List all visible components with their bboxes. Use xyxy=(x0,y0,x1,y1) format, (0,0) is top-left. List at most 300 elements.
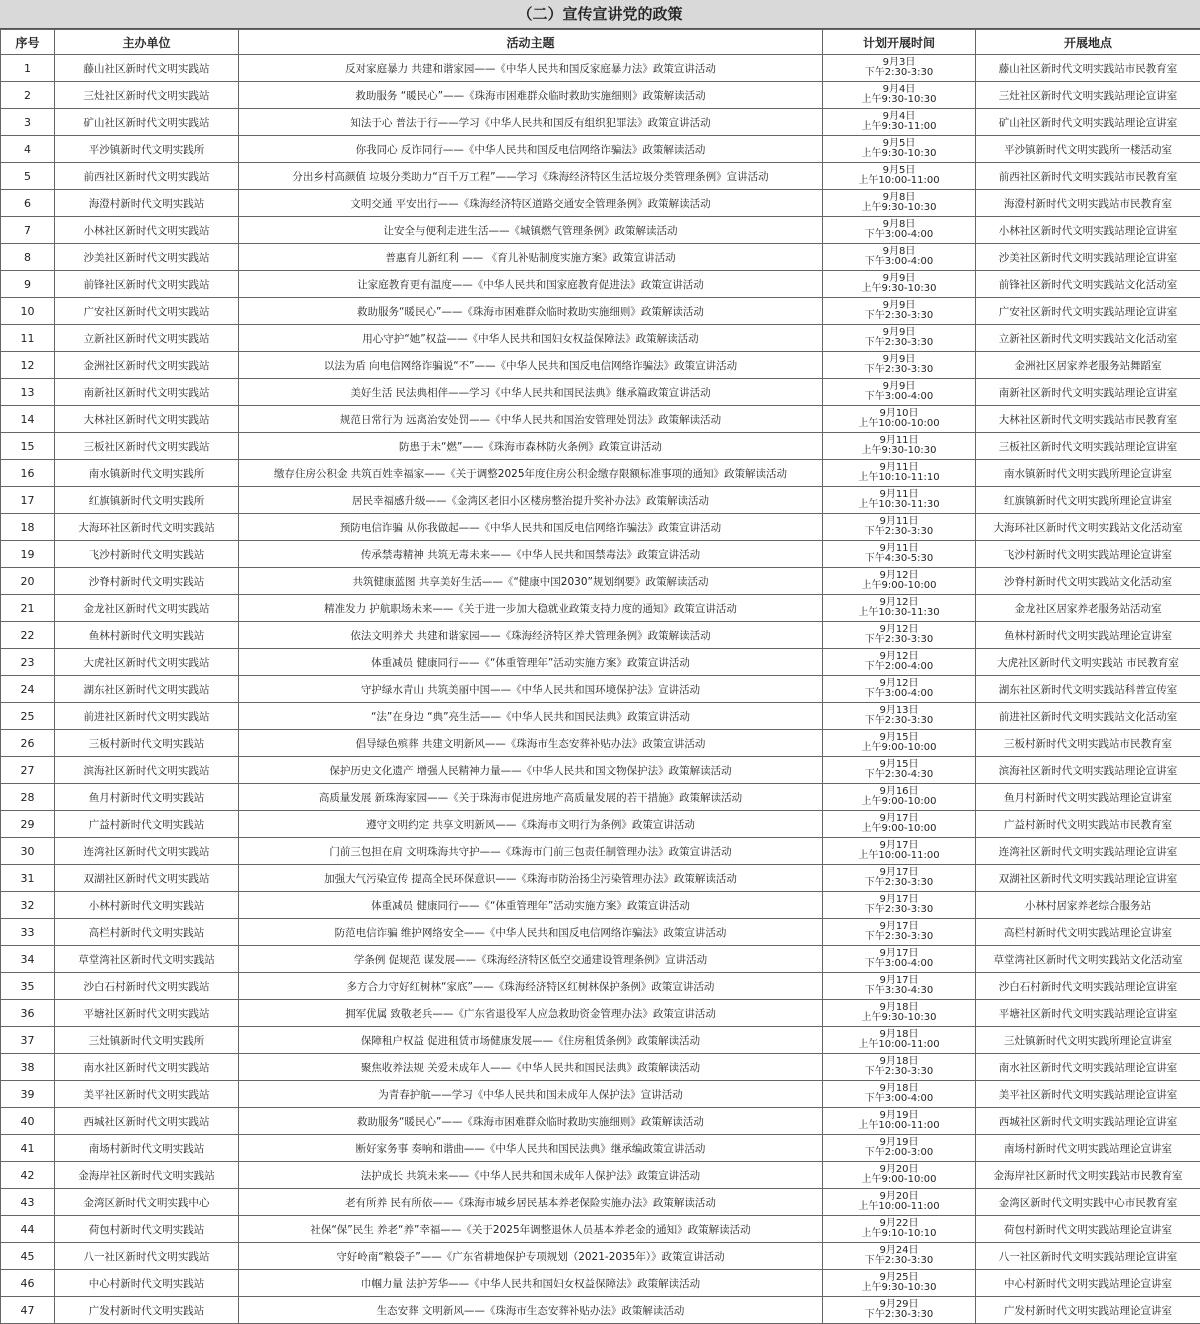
row-hours: 下午3:00-4:00 xyxy=(825,230,973,240)
row-location: 前西社区新时代文明实践站市民教育室 xyxy=(976,163,1200,190)
row-time xyxy=(823,838,976,865)
row-index: 25 xyxy=(1,703,55,730)
row-index: 32 xyxy=(1,892,55,919)
row-organizer: 沙美社区新时代文明实践站 xyxy=(55,244,239,271)
row-hours: 上午10:00-11:00 xyxy=(825,176,973,186)
row-organizer: 前锋社区新时代文明实践站 xyxy=(55,271,239,298)
row-index: 38 xyxy=(1,1054,55,1081)
row-hours: 上午9:00-10:00 xyxy=(825,797,973,807)
row-organizer: 南新社区新时代文明实践站 xyxy=(55,379,239,406)
row-location: 红旗镇新时代文明实践所理论宣讲室 xyxy=(976,487,1200,514)
row-location: 金湾区新时代文明实践中心市民教育室 xyxy=(976,1189,1200,1216)
row-topic: 用心守护“她”权益——《中华人民共和国妇女权益保障法》政策解读活动 xyxy=(239,325,823,352)
row-hours: 上午9:30-10:30 xyxy=(825,203,973,213)
row-time xyxy=(823,595,976,622)
row-topic: 救助服务“暖民心”——《珠海市困难群众临时救助实施细则》政策解读活动 xyxy=(239,1108,823,1135)
row-organizer: 广发村新时代文明实践站 xyxy=(55,1297,239,1324)
row-time xyxy=(823,730,976,757)
row-date: 9月11日 xyxy=(825,517,973,527)
row-organizer: 美平社区新时代文明实践站 xyxy=(55,1081,239,1108)
row-index: 9 xyxy=(1,271,55,298)
row-organizer: 红旗镇新时代文明实践所 xyxy=(55,487,239,514)
row-location: 中心村新时代文明实践站理论宣讲室 xyxy=(976,1270,1200,1297)
row-index: 20 xyxy=(1,568,55,595)
row-organizer: 中心村新时代文明实践站 xyxy=(55,1270,239,1297)
row-location: 小林村居家养老综合服务站 xyxy=(976,892,1200,919)
row-hours: 上午9:30-10:30 xyxy=(825,284,973,294)
row-location: 双湖社区新时代文明实践站理论宣讲室 xyxy=(976,865,1200,892)
row-time xyxy=(823,352,976,379)
table-row xyxy=(1,676,1200,703)
row-organizer: 连湾社区新时代文明实践站 xyxy=(55,838,239,865)
row-organizer: 平沙镇新时代文明实践所 xyxy=(55,136,239,163)
row-topic: 倡导绿色殡葬 共建文明新风——《珠海市生态安葬补贴办法》政策宣讲活动 xyxy=(239,730,823,757)
row-time xyxy=(823,973,976,1000)
row-topic: 美好生活 民法典相伴——学习《中华人民共和国民法典》继承篇政策宣讲活动 xyxy=(239,379,823,406)
row-index: 37 xyxy=(1,1027,55,1054)
row-organizer: 前西社区新时代文明实践站 xyxy=(55,163,239,190)
header-location: 开展地点 xyxy=(976,30,1200,55)
row-index: 8 xyxy=(1,244,55,271)
row-organizer: 三灶社区新时代文明实践站 xyxy=(55,82,239,109)
row-hours: 上午9:10-10:10 xyxy=(825,1229,973,1239)
row-topic: 保护历史文化遗产 增强人民精神力量——《中华人民共和国文物保护法》政策解读活动 xyxy=(239,757,823,784)
row-date: 9月17日 xyxy=(825,814,973,824)
row-hours: 下午3:00-4:00 xyxy=(825,689,973,699)
row-organizer: 广益村新时代文明实践站 xyxy=(55,811,239,838)
row-date: 9月25日 xyxy=(825,1273,973,1283)
row-date: 9月17日 xyxy=(825,895,973,905)
table-row xyxy=(1,892,1200,919)
table-row xyxy=(1,190,1200,217)
row-organizer: 南场村新时代文明实践站 xyxy=(55,1135,239,1162)
table-row xyxy=(1,1189,1200,1216)
table-row xyxy=(1,55,1200,82)
row-index: 11 xyxy=(1,325,55,352)
table-row xyxy=(1,433,1200,460)
row-hours: 上午10:00-11:00 xyxy=(825,851,973,861)
row-date: 9月12日 xyxy=(825,652,973,662)
row-date: 9月19日 xyxy=(825,1111,973,1121)
row-time xyxy=(823,703,976,730)
row-hours: 下午2:00-4:00 xyxy=(825,662,973,672)
row-time xyxy=(823,136,976,163)
row-location: 三灶镇新时代文明实践所理论宣讲室 xyxy=(976,1027,1200,1054)
row-hours: 上午9:30-10:30 xyxy=(825,1013,973,1023)
row-time xyxy=(823,163,976,190)
row-location: 草堂湾社区新时代文明实践站文化活动室 xyxy=(976,946,1200,973)
row-hours: 下午2:30-3:30 xyxy=(825,1067,973,1077)
row-hours: 下午3:00-4:00 xyxy=(825,959,973,969)
row-organizer: 金洲社区新时代文明实践站 xyxy=(55,352,239,379)
row-organizer: 三板村新时代文明实践站 xyxy=(55,730,239,757)
row-location: 小林社区新时代文明实践站理论宣讲室 xyxy=(976,217,1200,244)
row-hours: 下午2:30-3:30 xyxy=(825,527,973,537)
row-location: 南水社区新时代文明实践站理论宣讲室 xyxy=(976,1054,1200,1081)
table-row xyxy=(1,1000,1200,1027)
row-date: 9月20日 xyxy=(825,1192,973,1202)
row-organizer: 鱼月村新时代文明实践站 xyxy=(55,784,239,811)
row-topic: 防范电信诈骗 维护网络安全——《中华人民共和国反电信网络诈骗法》政策宣讲活动 xyxy=(239,919,823,946)
row-topic: 社保“保”民生 养老“养”幸福——《关于2025年调整退休人员基本养老金的通知》政策解读活动 xyxy=(239,1216,823,1243)
row-time xyxy=(823,1027,976,1054)
row-time xyxy=(823,82,976,109)
row-time xyxy=(823,379,976,406)
row-date: 9月12日 xyxy=(825,625,973,635)
row-index: 35 xyxy=(1,973,55,1000)
row-index: 13 xyxy=(1,379,55,406)
row-topic: “法”在身边 “典”亮生活——《中华人民共和国民法典》政策宣讲活动 xyxy=(239,703,823,730)
row-topic: 以法为盾 向电信网络诈骗说“不”——《中华人民共和国反电信网络诈骗法》政策宣讲活动 xyxy=(239,352,823,379)
row-date: 9月8日 xyxy=(825,220,973,230)
table-row xyxy=(1,379,1200,406)
row-time xyxy=(823,865,976,892)
row-index: 47 xyxy=(1,1297,55,1324)
row-index: 24 xyxy=(1,676,55,703)
header-organizer: 主办单位 xyxy=(55,30,239,55)
row-index: 19 xyxy=(1,541,55,568)
row-hours: 下午2:00-3:00 xyxy=(825,1148,973,1158)
row-index: 17 xyxy=(1,487,55,514)
row-topic: 保障租户权益 促进租赁市场健康发展——《住房租赁条例》政策解读活动 xyxy=(239,1027,823,1054)
row-location: 沙脊村新时代文明实践站文化活动室 xyxy=(976,568,1200,595)
table-row xyxy=(1,838,1200,865)
row-time xyxy=(823,190,976,217)
row-time xyxy=(823,514,976,541)
row-hours: 下午3:00-4:00 xyxy=(825,1094,973,1104)
row-hours: 下午3:00-4:00 xyxy=(825,392,973,402)
row-time xyxy=(823,622,976,649)
row-date: 9月22日 xyxy=(825,1219,973,1229)
row-time xyxy=(823,1297,976,1324)
row-organizer: 三板社区新时代文明实践站 xyxy=(55,433,239,460)
row-hours: 上午9:00-10:00 xyxy=(825,824,973,834)
row-topic: 防患于未“燃”——《珠海市森林防火条例》政策宣讲活动 xyxy=(239,433,823,460)
row-topic: 共筑健康蓝图 共享美好生活——《“健康中国2030”规划纲要》政策解读活动 xyxy=(239,568,823,595)
row-date: 9月15日 xyxy=(825,760,973,770)
row-organizer: 南水社区新时代文明实践站 xyxy=(55,1054,239,1081)
row-hours: 下午2:30-3:30 xyxy=(825,68,973,78)
table-row xyxy=(1,109,1200,136)
row-hours: 下午2:30-3:30 xyxy=(825,905,973,915)
row-topic: 知法于心 普法于行——学习《中华人民共和国反有组织犯罪法》政策宣讲活动 xyxy=(239,109,823,136)
row-date: 9月10日 xyxy=(825,409,973,419)
row-time xyxy=(823,1243,976,1270)
row-organizer: 小林村新时代文明实践站 xyxy=(55,892,239,919)
row-location: 三灶社区新时代文明实践站理论宣讲室 xyxy=(976,82,1200,109)
row-index: 45 xyxy=(1,1243,55,1270)
row-index: 18 xyxy=(1,514,55,541)
row-time xyxy=(823,244,976,271)
row-location: 广益村新时代文明实践站市民教育室 xyxy=(976,811,1200,838)
row-date: 9月17日 xyxy=(825,922,973,932)
table-row xyxy=(1,919,1200,946)
table-row xyxy=(1,460,1200,487)
row-time xyxy=(823,568,976,595)
row-location: 湖东社区新时代文明实践站科普宣传室 xyxy=(976,676,1200,703)
row-date: 9月9日 xyxy=(825,382,973,392)
row-organizer: 立新社区新时代文明实践站 xyxy=(55,325,239,352)
table-row xyxy=(1,487,1200,514)
row-organizer: 西城社区新时代文明实践站 xyxy=(55,1108,239,1135)
row-hours: 上午10:00-10:00 xyxy=(825,419,973,429)
row-index: 22 xyxy=(1,622,55,649)
row-location: 三板社区新时代文明实践站理论宣讲室 xyxy=(976,433,1200,460)
row-topic: 遵守文明约定 共享文明新风——《珠海市文明行为条例》政策宣讲活动 xyxy=(239,811,823,838)
row-location: 南场村新时代文明实践站理论宣讲室 xyxy=(976,1135,1200,1162)
row-index: 12 xyxy=(1,352,55,379)
row-time xyxy=(823,406,976,433)
row-location: 沙美社区新时代文明实践站理论宣讲室 xyxy=(976,244,1200,271)
row-index: 33 xyxy=(1,919,55,946)
row-location: 沙白石村新时代文明实践站理论宣讲室 xyxy=(976,973,1200,1000)
row-organizer: 高栏村新时代文明实践站 xyxy=(55,919,239,946)
row-hours: 下午2:30-3:30 xyxy=(825,365,973,375)
row-date: 9月17日 xyxy=(825,949,973,959)
row-date: 9月18日 xyxy=(825,1030,973,1040)
row-date: 9月24日 xyxy=(825,1246,973,1256)
row-date: 9月8日 xyxy=(825,247,973,257)
row-index: 2 xyxy=(1,82,55,109)
row-index: 29 xyxy=(1,811,55,838)
table-row xyxy=(1,298,1200,325)
row-index: 30 xyxy=(1,838,55,865)
row-time xyxy=(823,811,976,838)
row-date: 9月20日 xyxy=(825,1165,973,1175)
table-row xyxy=(1,595,1200,622)
table-row xyxy=(1,946,1200,973)
row-location: 广发村新时代文明实践站理论宣讲室 xyxy=(976,1297,1200,1324)
row-location: 金洲社区居家养老服务站舞蹈室 xyxy=(976,352,1200,379)
row-index: 27 xyxy=(1,757,55,784)
row-hours: 上午10:30-11:30 xyxy=(825,608,973,618)
row-location: 西城社区新时代文明实践站理论宣讲室 xyxy=(976,1108,1200,1135)
row-topic: 传承禁毒精神 共筑无毒未来——《中华人民共和国禁毒法》政策宣讲活动 xyxy=(239,541,823,568)
row-hours: 下午2:30-3:30 xyxy=(825,311,973,321)
row-location: 广安社区新时代文明实践站理论宣讲室 xyxy=(976,298,1200,325)
row-topic: 预防电信诈骗 从你我做起——《中华人民共和国反电信网络诈骗法》政策宣讲活动 xyxy=(239,514,823,541)
row-hours: 下午2:30-3:30 xyxy=(825,338,973,348)
row-index: 6 xyxy=(1,190,55,217)
row-date: 9月12日 xyxy=(825,679,973,689)
row-hours: 下午2:30-3:30 xyxy=(825,932,973,942)
row-date: 9月19日 xyxy=(825,1138,973,1148)
row-hours: 上午9:30-10:30 xyxy=(825,446,973,456)
row-date: 9月4日 xyxy=(825,85,973,95)
row-topic: 体重减员 健康同行——《“体重管理年”活动实施方案》政策宣讲活动 xyxy=(239,892,823,919)
row-time xyxy=(823,1216,976,1243)
row-hours: 上午10:10-11:10 xyxy=(825,473,973,483)
table-row xyxy=(1,1216,1200,1243)
row-time xyxy=(823,1000,976,1027)
row-location: 鱼林村新时代文明实践站理论宣讲室 xyxy=(976,622,1200,649)
row-topic: 聚焦收养法规 关爱未成年人——《中华人民共和国民法典》政策解读活动 xyxy=(239,1054,823,1081)
table-row xyxy=(1,1243,1200,1270)
table-body xyxy=(1,55,1200,1324)
row-location: 滨海社区新时代文明实践站理论宣讲室 xyxy=(976,757,1200,784)
row-date: 9月5日 xyxy=(825,139,973,149)
row-topic: 依法文明养犬 共建和谐家园——《珠海经济特区养犬管理条例》政策解读活动 xyxy=(239,622,823,649)
row-organizer: 金龙社区新时代文明实践站 xyxy=(55,595,239,622)
table-row xyxy=(1,649,1200,676)
row-location: 大海环社区新时代文明实践站文化活动室 xyxy=(976,514,1200,541)
row-date: 9月18日 xyxy=(825,1084,973,1094)
row-date: 9月12日 xyxy=(825,598,973,608)
row-topic: 为青春护航——学习《中华人民共和国未成年人保护法》宣讲活动 xyxy=(239,1081,823,1108)
row-location: 鱼月村新时代文明实践站理论宣讲室 xyxy=(976,784,1200,811)
row-topic: 老有所养 民有所依——《珠海市城乡居民基本养老保险实施办法》政策解读活动 xyxy=(239,1189,823,1216)
row-organizer: 大海环社区新时代文明实践站 xyxy=(55,514,239,541)
row-date: 9月11日 xyxy=(825,436,973,446)
row-time xyxy=(823,676,976,703)
row-date: 9月11日 xyxy=(825,463,973,473)
row-date: 9月17日 xyxy=(825,841,973,851)
table-row xyxy=(1,811,1200,838)
row-hours: 下午2:30-3:30 xyxy=(825,1310,973,1320)
row-organizer: 滨海社区新时代文明实践站 xyxy=(55,757,239,784)
row-organizer: 南水镇新时代文明实践所 xyxy=(55,460,239,487)
row-date: 9月4日 xyxy=(825,112,973,122)
table-row xyxy=(1,244,1200,271)
table-row xyxy=(1,1081,1200,1108)
row-date: 9月18日 xyxy=(825,1057,973,1067)
row-date: 9月15日 xyxy=(825,733,973,743)
row-time xyxy=(823,649,976,676)
row-hours: 下午3:30-4:30 xyxy=(825,986,973,996)
row-date: 9月9日 xyxy=(825,301,973,311)
table-row xyxy=(1,865,1200,892)
row-location: 矿山社区新时代文明实践站理论宣讲室 xyxy=(976,109,1200,136)
row-organizer: 鱼林村新时代文明实践站 xyxy=(55,622,239,649)
row-organizer: 藤山社区新时代文明实践站 xyxy=(55,55,239,82)
table-row xyxy=(1,973,1200,1000)
row-index: 1 xyxy=(1,55,55,82)
row-organizer: 广安社区新时代文明实践站 xyxy=(55,298,239,325)
row-index: 3 xyxy=(1,109,55,136)
table-row xyxy=(1,757,1200,784)
row-date: 9月9日 xyxy=(825,274,973,284)
row-organizer: 矿山社区新时代文明实践站 xyxy=(55,109,239,136)
table-row xyxy=(1,784,1200,811)
row-organizer: 前进社区新时代文明实践站 xyxy=(55,703,239,730)
row-index: 36 xyxy=(1,1000,55,1027)
row-time xyxy=(823,1270,976,1297)
row-date: 9月9日 xyxy=(825,355,973,365)
row-location: 大林社区新时代文明实践站市民教育室 xyxy=(976,406,1200,433)
header-topic: 活动主题 xyxy=(239,30,823,55)
row-location: 南新社区新时代文明实践站理论宣讲室 xyxy=(976,379,1200,406)
row-time xyxy=(823,1081,976,1108)
table-row xyxy=(1,1054,1200,1081)
row-hours: 上午10:00-11:00 xyxy=(825,1040,973,1050)
row-topic: 学条例 促规范 谋发展——《珠海经济特区低空交通建设管理条例》宣讲活动 xyxy=(239,946,823,973)
row-index: 31 xyxy=(1,865,55,892)
row-hours: 下午2:30-3:30 xyxy=(825,635,973,645)
row-time xyxy=(823,919,976,946)
row-hours: 上午9:00-10:00 xyxy=(825,1175,973,1185)
row-location: 美平社区新时代文明实践站理论宣讲室 xyxy=(976,1081,1200,1108)
row-location: 大虎社区新时代文明实践站 市民教育室 xyxy=(976,649,1200,676)
row-location: 高栏村新时代文明实践站理论宣讲室 xyxy=(976,919,1200,946)
row-organizer: 飞沙村新时代文明实践站 xyxy=(55,541,239,568)
table-row xyxy=(1,568,1200,595)
row-location: 海澄村新时代文明实践站市民教育室 xyxy=(976,190,1200,217)
row-organizer: 大虎社区新时代文明实践站 xyxy=(55,649,239,676)
table-row xyxy=(1,1270,1200,1297)
row-time xyxy=(823,757,976,784)
row-date: 9月12日 xyxy=(825,571,973,581)
row-topic: 让安全与便利走进生活——《城镇燃气管理条例》政策解读活动 xyxy=(239,217,823,244)
row-topic: 加强大气污染宣传 提高全民环保意识——《珠海市防治扬尘污染管理办法》政策解读活动 xyxy=(239,865,823,892)
row-hours: 上午10:30-11:30 xyxy=(825,500,973,510)
row-time xyxy=(823,1189,976,1216)
row-organizer: 沙白石村新时代文明实践站 xyxy=(55,973,239,1000)
row-organizer: 双湖社区新时代文明实践站 xyxy=(55,865,239,892)
row-location: 荷包村新时代文明实践站理论宣讲室 xyxy=(976,1216,1200,1243)
row-index: 7 xyxy=(1,217,55,244)
row-topic: 多方合力守好红树林“家底”——《珠海经济特区红树林保护条例》政策宣讲活动 xyxy=(239,973,823,1000)
row-location: 平沙镇新时代文明实践所一楼活动室 xyxy=(976,136,1200,163)
row-hours: 上午9:30-10:30 xyxy=(825,1283,973,1293)
row-location: 前锋社区新时代文明实践站文化活动室 xyxy=(976,271,1200,298)
row-date: 9月8日 xyxy=(825,193,973,203)
row-time xyxy=(823,433,976,460)
table-row xyxy=(1,406,1200,433)
row-time xyxy=(823,1135,976,1162)
row-time xyxy=(823,460,976,487)
row-organizer: 大林社区新时代文明实践站 xyxy=(55,406,239,433)
row-index: 28 xyxy=(1,784,55,811)
row-index: 34 xyxy=(1,946,55,973)
row-hours: 上午9:30-10:30 xyxy=(825,149,973,159)
row-hours: 下午2:30-4:30 xyxy=(825,770,973,780)
table-row xyxy=(1,136,1200,163)
row-organizer: 金湾区新时代文明实践中心 xyxy=(55,1189,239,1216)
table-row xyxy=(1,622,1200,649)
row-time xyxy=(823,55,976,82)
row-topic: 反对家庭暴力 共建和谐家园——《中华人民共和国反家庭暴力法》政策宣讲活动 xyxy=(239,55,823,82)
row-topic: 居民幸福感升级——《金湾区老旧小区楼房整治提升奖补办法》政策解读活动 xyxy=(239,487,823,514)
row-index: 14 xyxy=(1,406,55,433)
activity-table xyxy=(0,29,1200,1324)
table-row xyxy=(1,514,1200,541)
row-organizer: 三灶镇新时代文明实践所 xyxy=(55,1027,239,1054)
row-index: 26 xyxy=(1,730,55,757)
row-index: 39 xyxy=(1,1081,55,1108)
row-time xyxy=(823,109,976,136)
row-date: 9月3日 xyxy=(825,58,973,68)
table-row xyxy=(1,217,1200,244)
row-topic: 普惠育儿新红利 —— 《育儿补贴制度实施方案》政策宣讲活动 xyxy=(239,244,823,271)
row-topic: 拥军优属 致敬老兵——《广东省退役军人应急救助资金管理办法》政策宣讲活动 xyxy=(239,1000,823,1027)
row-hours: 下午3:00-4:00 xyxy=(825,257,973,267)
row-time xyxy=(823,217,976,244)
row-topic: 让家庭教育更有温度——《中华人民共和国家庭教育促进法》政策宣讲活动 xyxy=(239,271,823,298)
row-time xyxy=(823,325,976,352)
row-location: 立新社区新时代文明实践站文化活动室 xyxy=(976,325,1200,352)
header-time: 计划开展时间 xyxy=(823,30,976,55)
row-hours: 上午10:00-11:00 xyxy=(825,1121,973,1131)
row-time xyxy=(823,1054,976,1081)
row-topic: 巾帼力量 法护芳华——《中华人民共和国妇女权益保障法》政策解读活动 xyxy=(239,1270,823,1297)
row-date: 9月18日 xyxy=(825,1003,973,1013)
row-organizer: 湖东社区新时代文明实践站 xyxy=(55,676,239,703)
row-topic: 你我同心 反诈同行——《中华人民共和国反电信网络诈骗法》政策解读活动 xyxy=(239,136,823,163)
row-index: 15 xyxy=(1,433,55,460)
row-topic: 缴存住房公积金 共筑百姓幸福家——《关于调整2025年度住房公积金缴存限额标准事项的通知》政策解读活动 xyxy=(239,460,823,487)
table-row xyxy=(1,82,1200,109)
row-date: 9月5日 xyxy=(825,166,973,176)
